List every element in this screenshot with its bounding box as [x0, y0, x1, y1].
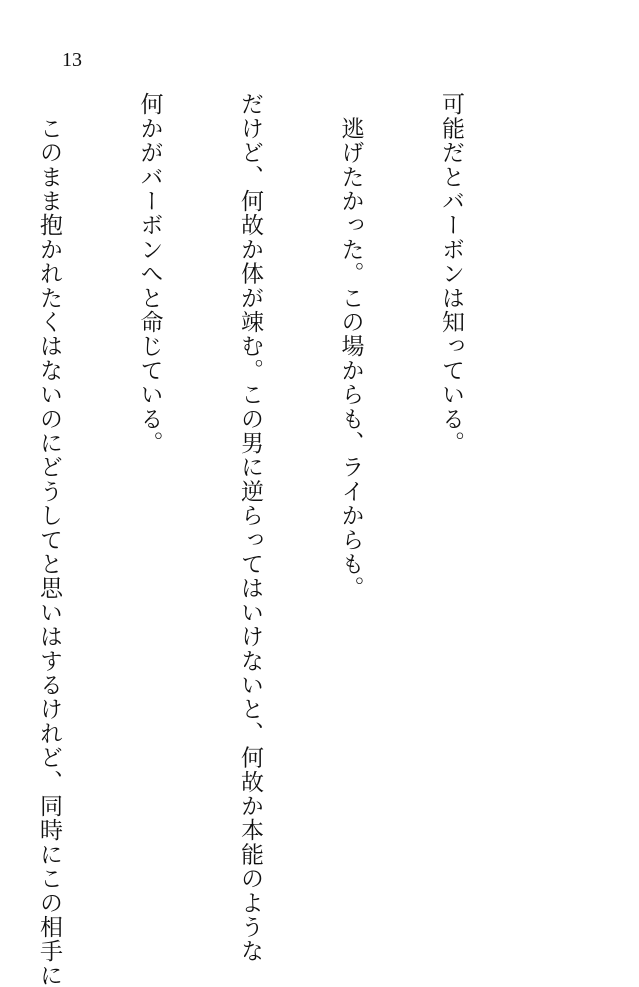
text-column: 可能だとバーボンは知っている。 [438, 92, 464, 455]
text-column: だけど、何故か体が竦む。この男に逆らってはいけないと、何故か本能のような [237, 92, 263, 964]
text-column: 逃げたかった。この場からも、ライからも。 [337, 92, 364, 601]
page-number: 13 [62, 49, 82, 71]
text-column: 何かがバーボンへと命じている。 [136, 92, 163, 455]
text-column: このまま抱かれたくはないのにどうしてと思いはするけれど、同時にこの相手に [36, 92, 62, 987]
body-text [0, 92, 534, 987]
